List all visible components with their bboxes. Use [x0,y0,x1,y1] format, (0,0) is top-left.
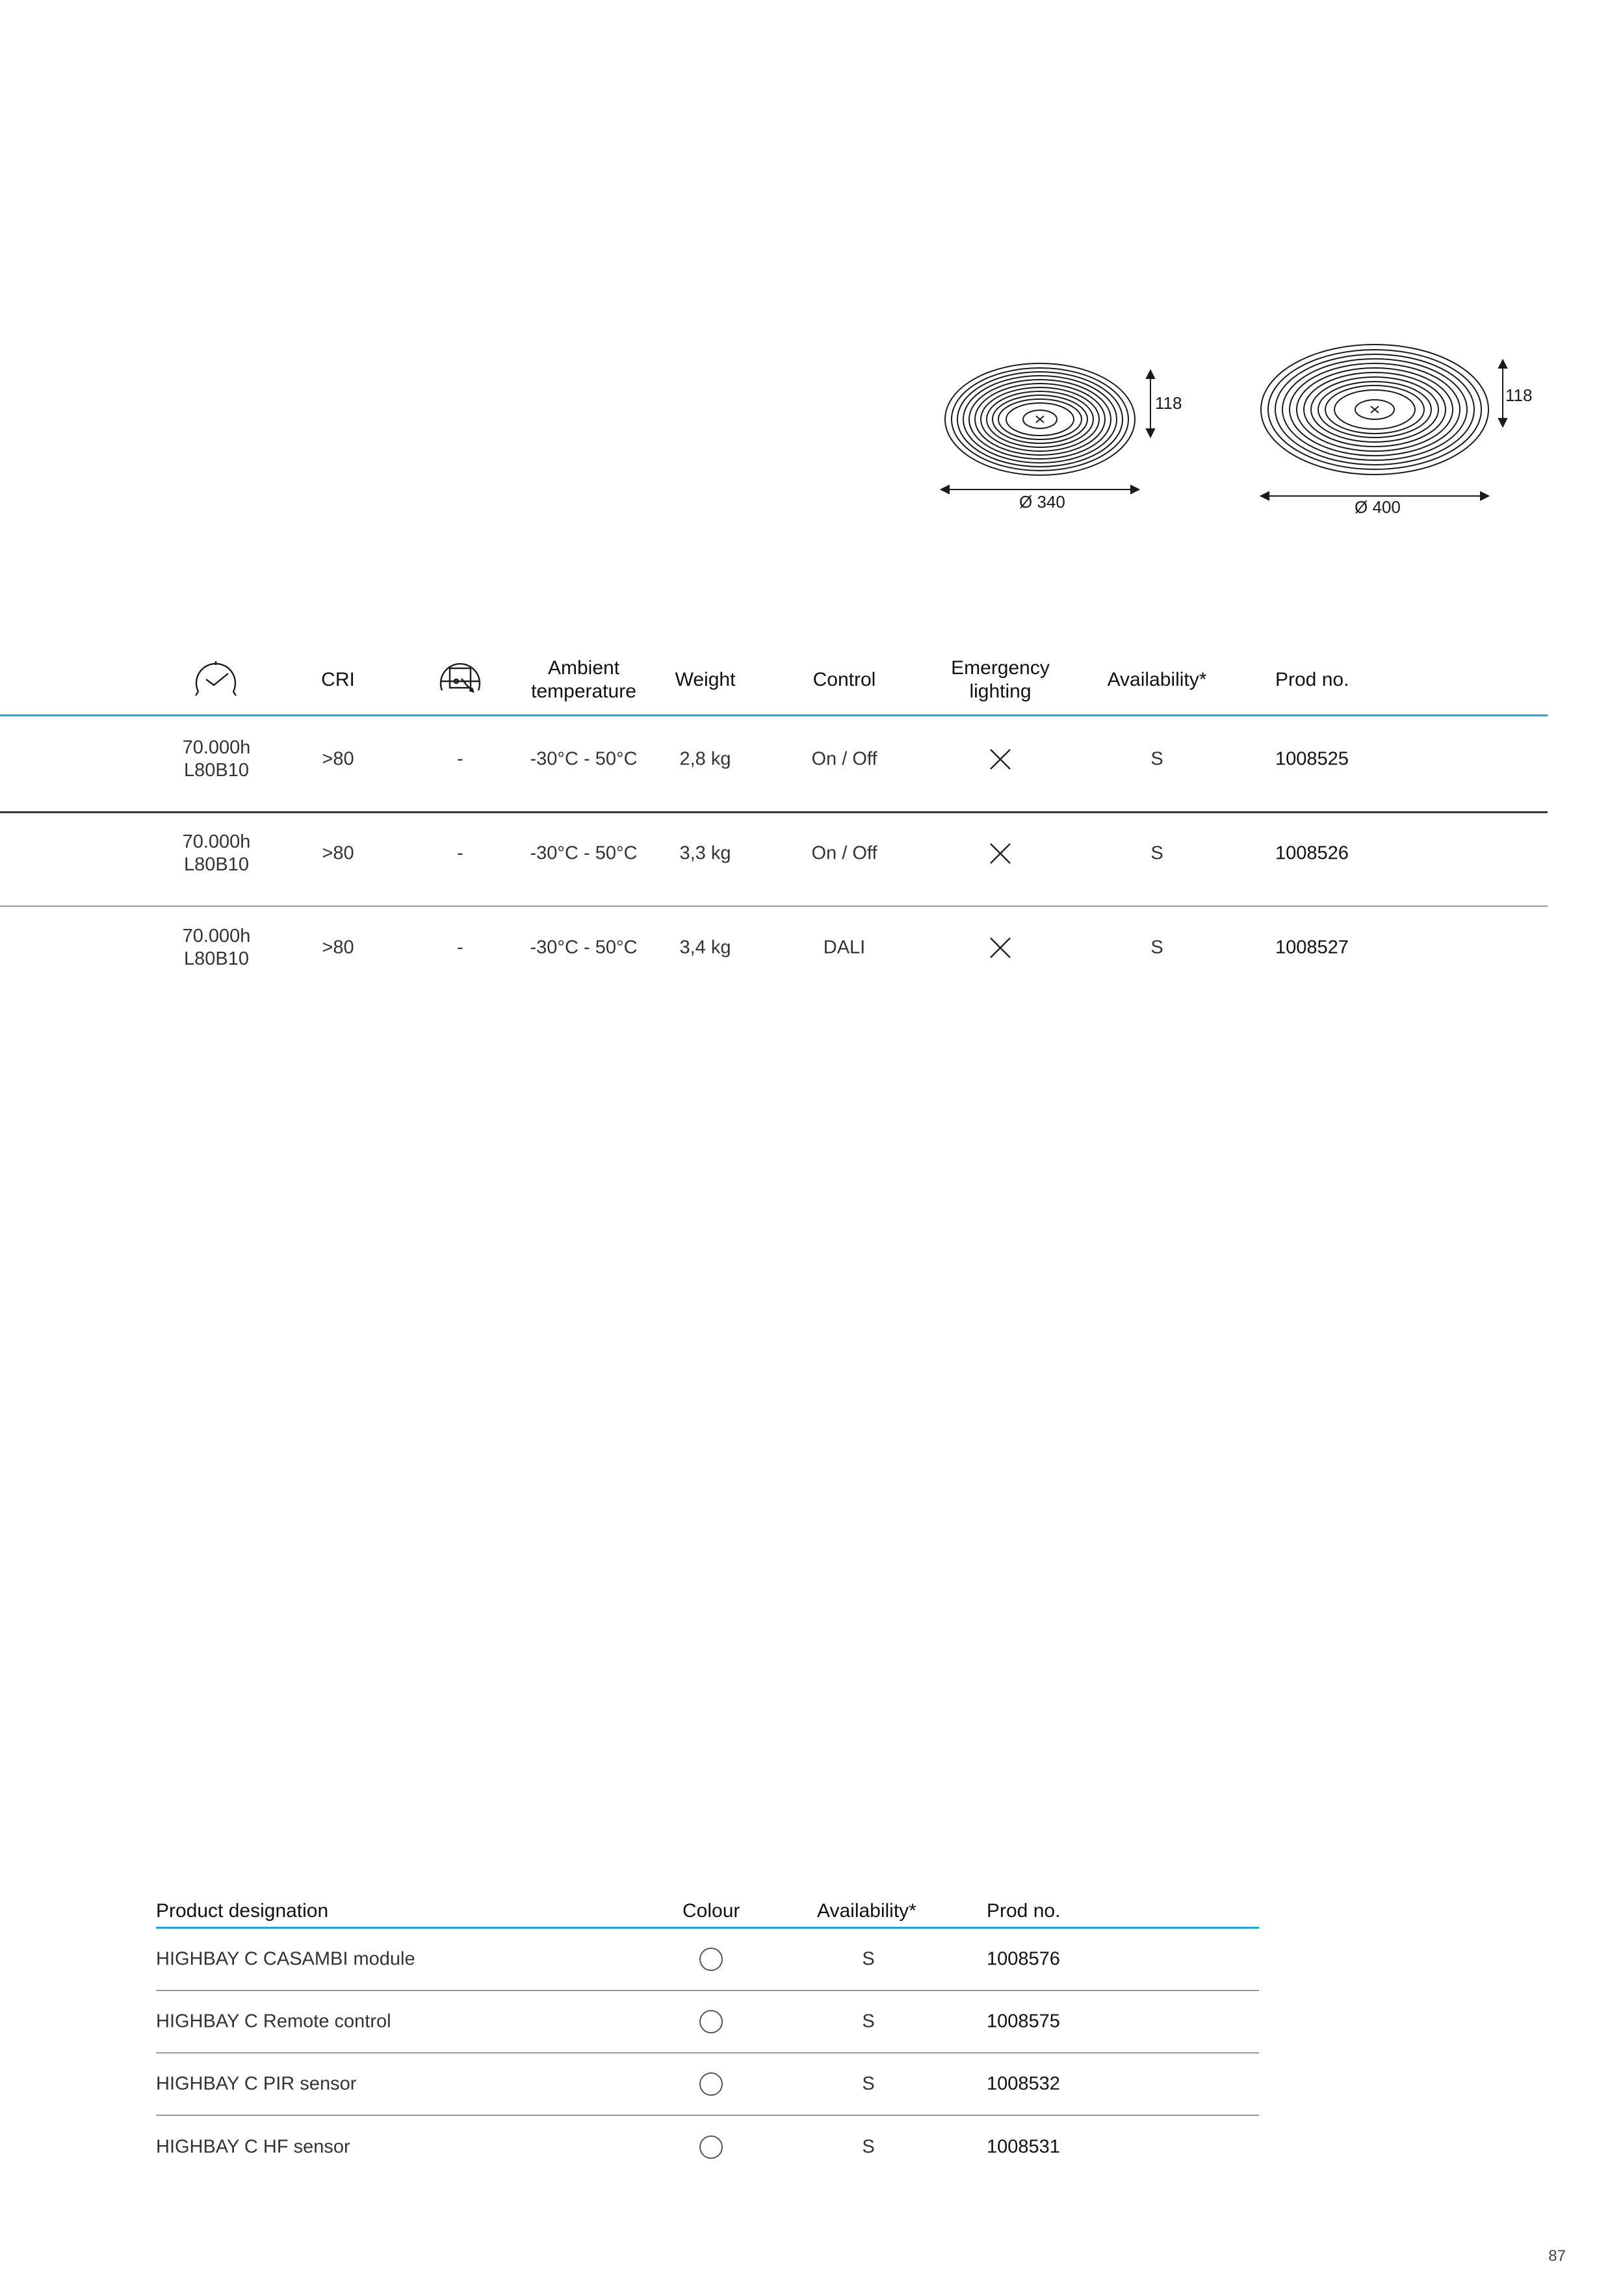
lifetime-hours: 70.000h [182,737,251,758]
lifetime-cell [183,831,251,876]
colour-swatch-white [699,2010,723,2033]
spec-row [0,901,1548,995]
acc-prod-no-value: 1008575 [987,2011,1060,2032]
cri-value: >80 [322,937,354,958]
spec-row [0,807,1548,900]
header-designation: Product designation [156,1900,329,1922]
header-ambient-line1: Ambient [547,657,620,679]
weight-value: 3,3 kg [679,842,731,864]
small-diameter-label: Ø 340 [1019,492,1065,512]
header-emergency-line1: Emergency [951,657,1050,679]
header-ambient [531,657,636,703]
lifetime-rating: L80B10 [183,854,249,875]
colour-swatch-white [699,1948,723,1971]
accessory-row [156,1991,1259,2054]
ambient-value: -30°C - 50°C [530,937,638,958]
header-acc-availability: Availability* [817,1900,916,1922]
acc-availability-value: S [862,1948,875,1970]
colour-swatch-white [699,2135,723,2159]
acc-prod-no-value: 1008531 [987,2136,1060,2158]
cross-icon [989,936,1012,959]
header-availability: Availability* [1107,669,1207,690]
header-ambient-line2: temperature [531,681,636,702]
availability-value: S [1150,842,1163,864]
spec-table-header [0,644,1548,716]
weight-value: 2,8 kg [679,748,731,770]
acc-availability-value: S [862,2136,875,2158]
accessory-row [156,2116,1259,2178]
header-cri: CRI [321,669,355,690]
ambient-value: -30°C - 50°C [530,748,638,770]
lifetime-hours: 70.000h [182,831,251,852]
designation-value: HIGHBAY C HF sensor [156,2136,350,2158]
lifetime-rating: L80B10 [183,760,249,781]
acc-prod-no-value: 1008532 [987,2073,1060,2094]
control-value: On / Off [811,842,877,864]
ip-value: - [457,748,463,770]
lifetime-cell [183,925,251,971]
acc-availability-value: S [862,2073,875,2094]
header-acc-prod-no: Prod no. [987,1900,1061,1922]
cri-value: >80 [322,748,354,770]
header-emergency-line2: lighting [969,681,1032,702]
lifetime-hours: 70.000h [182,926,251,946]
clock-icon [190,658,241,701]
cross-icon [989,842,1012,865]
designation-value: HIGHBAY C CASAMBI module [156,1948,415,1970]
mounting-icon [435,657,485,699]
colour-swatch-white [699,2072,723,2096]
designation-value: HIGHBAY C PIR sensor [156,2073,357,2094]
ambient-value: -30°C - 50°C [530,842,638,864]
prod-no-value: 1008525 [1275,748,1349,770]
accessory-row [156,1929,1259,1991]
header-weight: Weight [675,669,736,690]
accessory-table-header [156,1882,1259,1929]
control-value: On / Off [811,748,877,770]
lifetime-rating: L80B10 [183,948,249,969]
availability-value: S [1150,937,1163,958]
control-value: DALI [823,937,866,958]
header-control: Control [812,669,876,690]
designation-value: HIGHBAY C Remote control [156,2011,391,2032]
prod-no-value: 1008527 [1275,937,1349,958]
header-prod-no: Prod no. [1275,669,1349,690]
header-emergency [951,657,1050,703]
acc-availability-value: S [862,2011,875,2032]
availability-value: S [1150,748,1163,770]
lifetime-cell [183,737,251,782]
cri-value: >80 [322,842,354,864]
acc-prod-no-value: 1008576 [987,1948,1060,1970]
accessory-row [156,2054,1259,2116]
header-colour: Colour [682,1900,740,1922]
spec-row [0,712,1548,806]
cross-icon [989,748,1012,771]
large-height-label: 118 [1505,385,1533,405]
ip-value: - [457,937,463,958]
prod-no-value: 1008526 [1275,842,1349,864]
weight-value: 3,4 kg [679,937,731,958]
large-diameter-label: Ø 400 [1355,497,1401,517]
page-number: 87 [1548,2247,1566,2265]
ip-value: - [457,842,463,864]
small-height-label: 118 [1155,393,1182,413]
